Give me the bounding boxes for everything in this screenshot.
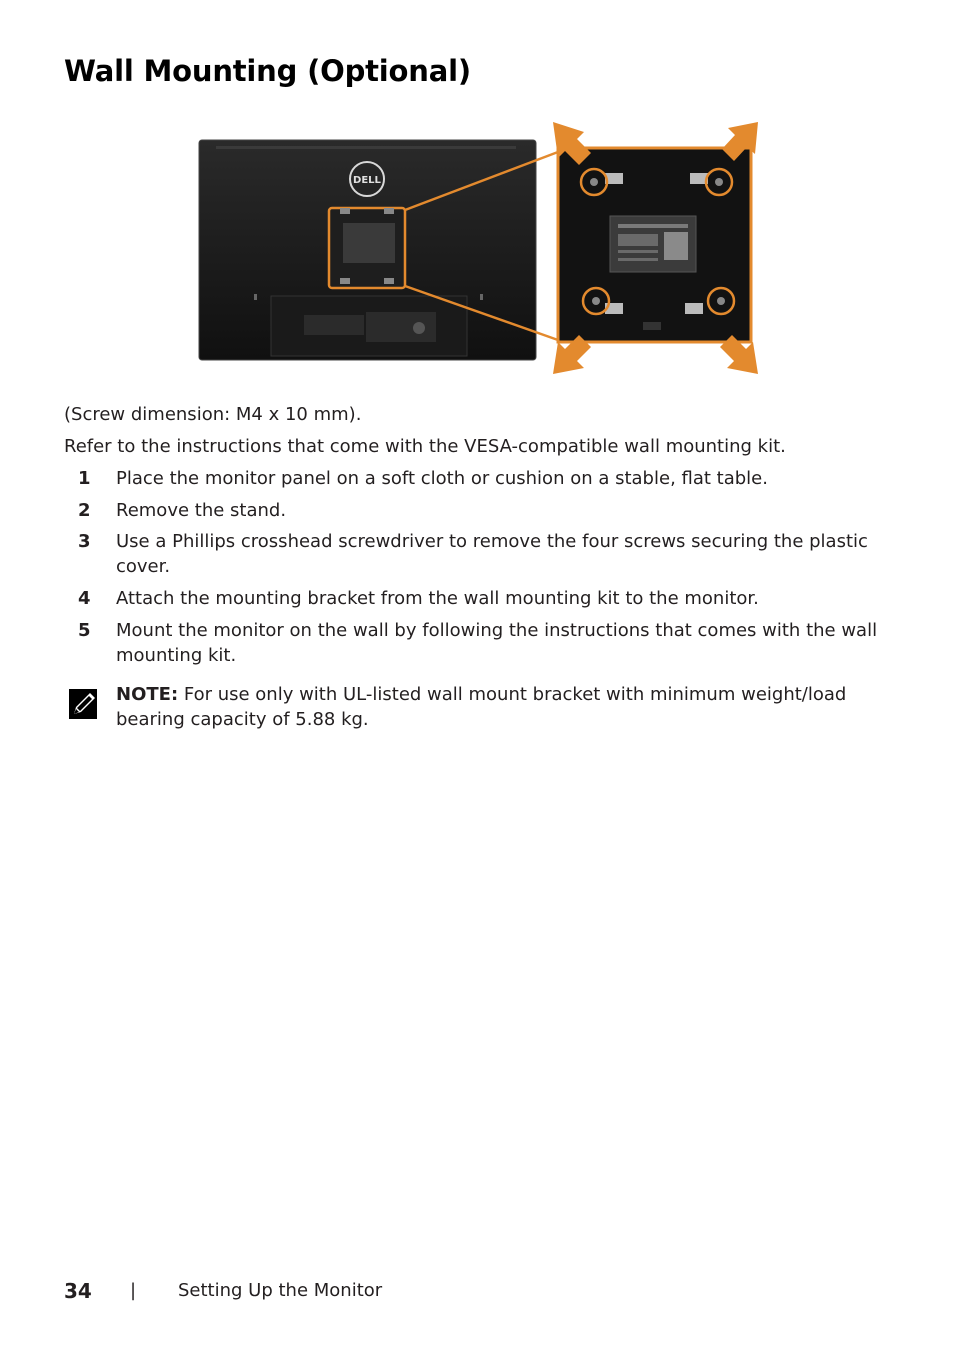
step-number: 3 — [78, 531, 91, 552]
page-number: 34 — [64, 1279, 92, 1303]
note-text: For use only with UL-listed wall mount bracket with minimum weight/load bearing capacity of 5.88 kg. — [116, 684, 847, 730]
step-text: Place the monitor panel on a soft cloth or cushion on a stable, flat table. — [116, 468, 768, 489]
step-item — [64, 529, 894, 579]
step-item — [64, 466, 894, 491]
step-item — [64, 618, 894, 668]
step-text: Remove the stand. — [116, 500, 287, 521]
note-block — [64, 682, 894, 732]
step-item — [64, 586, 894, 611]
page-title: Wall Mounting (Optional) — [64, 54, 471, 88]
note-label: NOTE: — [116, 684, 179, 705]
step-item — [64, 498, 894, 523]
intro-text: Refer to the instructions that come with the VESA-compatible wall mounting kit. — [64, 436, 786, 457]
vesa-zoom-panel — [558, 148, 751, 342]
step-number: 1 — [78, 468, 91, 489]
monitor-back-panel — [199, 140, 536, 360]
screw-dimension-text: (Screw dimension: M4 x 10 mm). — [64, 404, 362, 425]
step-text: Use a Phillips crosshead screwdriver to remove the four screws securing the plastic cover. — [116, 531, 868, 577]
dell-logo-text: DELL — [353, 175, 381, 186]
step-number: 5 — [78, 620, 91, 641]
footer-separator: | — [130, 1280, 137, 1301]
step-number: 4 — [78, 588, 91, 609]
footer-section-title: Setting Up the Monitor — [178, 1280, 383, 1301]
monitor-back-figure — [196, 120, 762, 376]
step-text: Mount the monitor on the wall by following the instructions that comes with the wall mounting kit. — [116, 620, 878, 666]
step-text: Attach the mounting bracket from the wall mounting kit to the monitor. — [116, 588, 759, 609]
step-number: 2 — [78, 500, 91, 521]
note-pencil-icon — [68, 688, 98, 720]
